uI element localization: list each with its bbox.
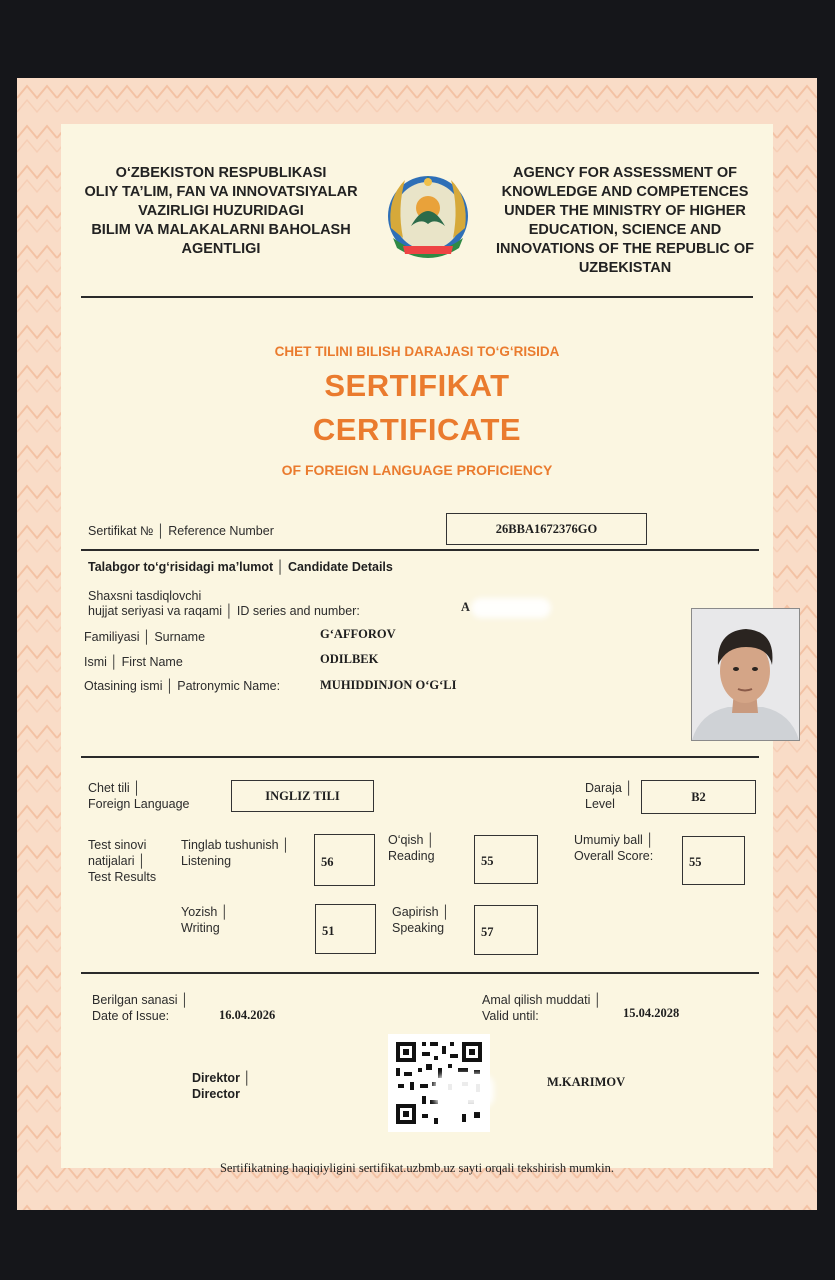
level-value: B2 bbox=[641, 780, 756, 814]
title-sub: OF FOREIGN LANGUAGE PROFICIENCY bbox=[281, 462, 553, 478]
director-name: M.KARIMOV bbox=[547, 1075, 626, 1089]
id-label-1: Shaxsni tasdiqlovchi bbox=[88, 589, 202, 603]
reference-number: 26BBA1672376GO bbox=[446, 513, 647, 545]
issue-date-label-line: Berilgan sanasi │ bbox=[92, 993, 189, 1007]
test-results-label-line: natijalari │ bbox=[88, 854, 146, 868]
header-right-line: UZBEKISTAN bbox=[578, 260, 672, 276]
first-name-label: Ismi │ First Name bbox=[84, 655, 183, 669]
language-value: INGLIZ TILI bbox=[231, 780, 374, 812]
id-value: A bbox=[461, 600, 471, 614]
director-label-line: Director bbox=[192, 1087, 240, 1101]
surname-label: Familiyasi │ Surname bbox=[84, 630, 206, 644]
qr-redaction bbox=[434, 1074, 494, 1108]
id-label-2: hujjat seriyasi va raqami │ ID series and number: bbox=[88, 604, 360, 618]
certificate-body bbox=[61, 124, 773, 1175]
overall-label bbox=[574, 832, 654, 864]
patronymic-value: MUHIDDINJON O‘G‘LI bbox=[320, 678, 457, 692]
candidate-section-title: Talabgor to‘g‘risidagi ma’lumot │ Candidate Details bbox=[88, 560, 393, 574]
header-left-line: OLIY TA’LIM, FAN VA INNOVATSIYALAR bbox=[84, 184, 358, 200]
id-redaction bbox=[471, 598, 551, 618]
verification-note: Sertifikatning haqiqiyligini sertifikat.uzbmb.uz sayti orqali tekshirish mumkin. bbox=[219, 1161, 615, 1175]
header-right bbox=[473, 164, 777, 278]
writing-label bbox=[181, 904, 229, 936]
candidate-photo bbox=[691, 608, 800, 741]
header-right-line: EDUCATION, SCIENCE AND bbox=[528, 222, 722, 238]
header-right-line: KNOWLEDGE AND COMPETENCES bbox=[501, 184, 749, 200]
title-uz: SERTIFIKAT bbox=[324, 368, 510, 403]
header-left-line: AGENTLIGI bbox=[181, 241, 261, 257]
reference-divider bbox=[81, 549, 759, 551]
listening-label bbox=[181, 837, 290, 869]
results-divider bbox=[81, 972, 759, 974]
valid-until-value: 15.04.2028 bbox=[623, 1006, 680, 1020]
writing-score: 51 bbox=[315, 904, 376, 954]
level-label bbox=[585, 780, 633, 812]
director-label-line: Direktor │ bbox=[192, 1071, 252, 1085]
header-left-line: O‘ZBEKISTON RESPUBLIKASI bbox=[115, 165, 327, 181]
writing-label-line: Yozish │ bbox=[181, 905, 229, 919]
header-left bbox=[61, 164, 381, 259]
valid-until-label-line: Valid until: bbox=[482, 1009, 539, 1023]
reading-label-line: O‘qish │ bbox=[388, 833, 435, 847]
header-right-line: INNOVATIONS OF THE REPUBLIC OF bbox=[495, 241, 755, 257]
header-divider bbox=[81, 296, 753, 298]
language-label-line: Chet tili │ bbox=[88, 781, 141, 795]
header-left-line: BILIM VA MALAKALARNI BAHOLASH bbox=[91, 222, 351, 238]
issue-date-label-line: Date of Issue: bbox=[92, 1009, 170, 1023]
reference-label: Sertifikat № │ Reference Number bbox=[88, 524, 274, 538]
director-label bbox=[192, 1070, 251, 1102]
speaking-score: 57 bbox=[474, 905, 538, 955]
header-right-line: UNDER THE MINISTRY OF HIGHER bbox=[504, 203, 746, 219]
reading-label bbox=[388, 832, 435, 864]
certificate-sheet bbox=[17, 78, 817, 1210]
issue-date-label bbox=[92, 992, 189, 1024]
writing-label-line: Writing bbox=[181, 921, 220, 935]
title-en: CERTIFICATE bbox=[312, 412, 522, 447]
language-label-line: Foreign Language bbox=[88, 797, 190, 811]
surname-value: G‘AFFOROV bbox=[320, 627, 396, 641]
overall-score: 55 bbox=[682, 836, 745, 885]
speaking-label bbox=[392, 904, 450, 936]
state-emblem-icon bbox=[383, 168, 473, 264]
verification-qr-code[interactable] bbox=[388, 1034, 490, 1132]
title-pre: CHET TILINI BILISH DARAJASI TO‘G‘RISIDA bbox=[274, 344, 560, 359]
level-label-line: Daraja │ bbox=[585, 781, 634, 795]
reading-score: 55 bbox=[474, 835, 538, 884]
level-label-line: Level bbox=[585, 797, 615, 811]
speaking-label-line: Speaking bbox=[392, 921, 445, 935]
listening-label-line: Tinglab tushunish │ bbox=[181, 838, 290, 852]
test-results-label-line: Test Results bbox=[88, 870, 157, 884]
test-results-label-line: Test sinovi bbox=[88, 838, 147, 852]
language-label bbox=[88, 780, 189, 812]
valid-until-label-line: Amal qilish muddati │ bbox=[482, 993, 602, 1007]
listening-label-line: Listening bbox=[181, 854, 232, 868]
test-results-label bbox=[88, 837, 156, 885]
valid-until-label bbox=[482, 992, 602, 1024]
listening-score: 56 bbox=[314, 834, 375, 886]
patronymic-label: Otasining ismi │ Patronymic Name: bbox=[84, 679, 281, 693]
candidate-divider bbox=[81, 756, 759, 758]
overall-label-line: Overall Score: bbox=[574, 849, 654, 863]
speaking-label-line: Gapirish │ bbox=[392, 905, 450, 919]
first-name-value: ODILBEK bbox=[320, 652, 379, 666]
issue-date-value: 16.04.2026 bbox=[219, 1008, 276, 1022]
header-left-line: VAZIRLIGI HUZURIDAGI bbox=[138, 203, 304, 219]
reading-label-line: Reading bbox=[388, 849, 435, 863]
overall-label-line: Umumiy ball │ bbox=[574, 833, 655, 847]
header-right-line: AGENCY FOR ASSESSMENT OF bbox=[513, 165, 737, 181]
